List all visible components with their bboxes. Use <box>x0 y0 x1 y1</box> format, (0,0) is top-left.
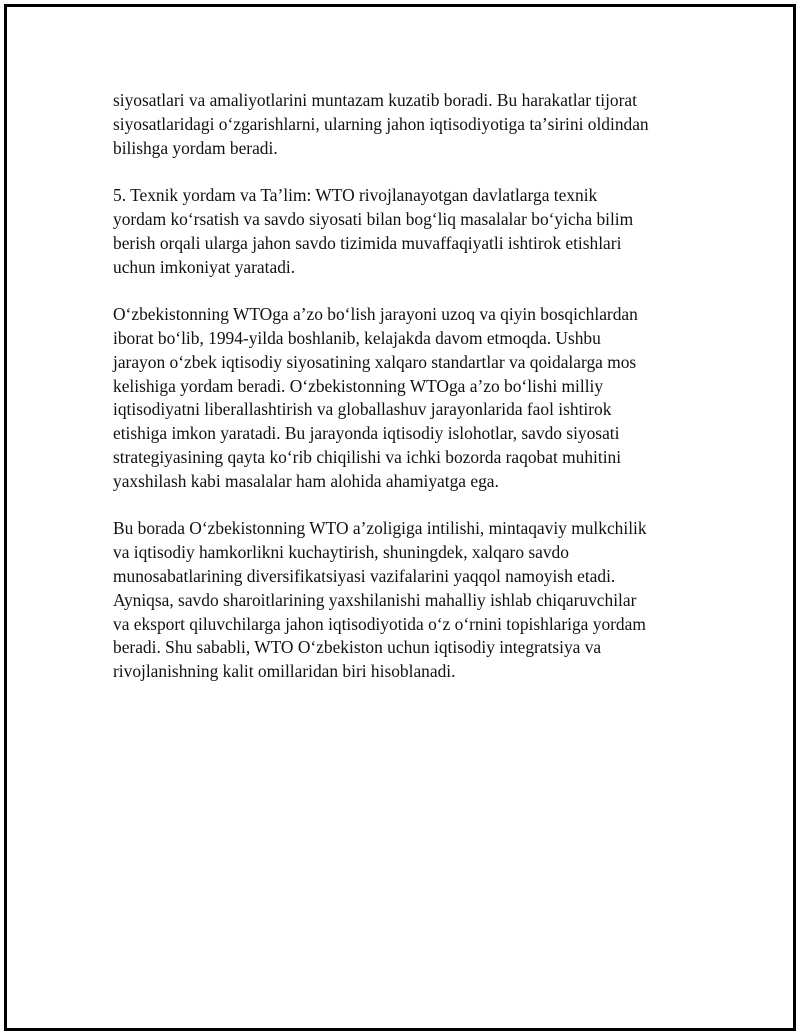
text-line: kelishiga yordam beradi. Oʻzbekistonning WTOga aʼzo boʻlishi milliy <box>113 375 604 396</box>
text-line: etishiga imkon yaratadi. Bu jarayonda iqtisodiy islohotlar, savdo siyosati <box>113 423 620 444</box>
document-body <box>113 89 703 708</box>
paragraph-4 <box>113 517 703 684</box>
text-line: va eksport qiluvchilarga jahon iqtisodiyotida oʻz oʻrnini topishlariga yordam <box>113 613 646 634</box>
text-line: iqtisodiyatni liberallashtirish va globallashuv jarayonlarida faol ishtirok <box>113 399 612 420</box>
text-line: strategiyasining qayta koʻrib chiqilishi va ichki bozorda raqobat muhitini <box>113 446 622 467</box>
text-line: beradi. Shu sababli, WTO Oʻzbekiston uchun iqtisodiy integratsiya va <box>113 637 602 658</box>
text-line: berish orqali ularga jahon savdo tizimida muvaffaqiyatli ishtirok etishlari <box>113 232 622 253</box>
paragraph-2 <box>113 184 703 279</box>
text-line: bilishga yordam beradi. <box>113 137 278 158</box>
text-line: uchun imkoniyat yaratadi. <box>113 256 296 277</box>
text-line: yordam koʻrsatish va savdo siyosati bilan bogʻliq masalalar boʻyicha bilim <box>113 208 634 229</box>
text-line: Oʻzbekistonning WTOga aʼzo boʻlish jarayoni uzoq va qiyin bosqichlardan <box>113 304 638 325</box>
text-line: munosabatlarining diversifikatsiyasi vazifalarini yaqqol namoyish etadi. <box>113 565 616 586</box>
paragraph-1 <box>113 89 703 160</box>
text-line: jarayon oʻzbek iqtisodiy siyosatining xalqaro standartlar va qoidalarga mos <box>113 351 637 372</box>
text-line: yaxshilash kabi masalalar ham alohida ahamiyatga ega. <box>113 470 499 491</box>
text-line: siyosatlaridagi oʻzgarishlarni, ularning jahon iqtisodiyotiga taʼsirini oldindan <box>113 113 649 134</box>
text-line: rivojlanishning kalit omillaridan biri hisoblanadi. <box>113 661 456 682</box>
paragraph-3 <box>113 303 703 493</box>
text-line: va iqtisodiy hamkorlikni kuchaytirish, shuningdek, xalqaro savdo <box>113 542 569 563</box>
text-line: Ayniqsa, savdo sharoitlarining yaxshilanishi mahalliy ishlab chiqaruvchilar <box>113 589 637 610</box>
text-line: siyosatlari va amaliyotlarini muntazam kuzatib boradi. Bu harakatlar tijorat <box>113 90 637 110</box>
text-line: iborat boʻlib, 1994-yilda boshlanib, kelajakda davom etmoqda. Ushbu <box>113 327 601 348</box>
text-line: Bu borada Oʻzbekistonning WTO aʼzoligiga intilishi, mintaqaviy mulkchilik <box>113 518 647 539</box>
text-line: 5. Texnik yordam va Taʼlim: WTO rivojlanayotgan davlatlarga texnik <box>113 185 598 206</box>
